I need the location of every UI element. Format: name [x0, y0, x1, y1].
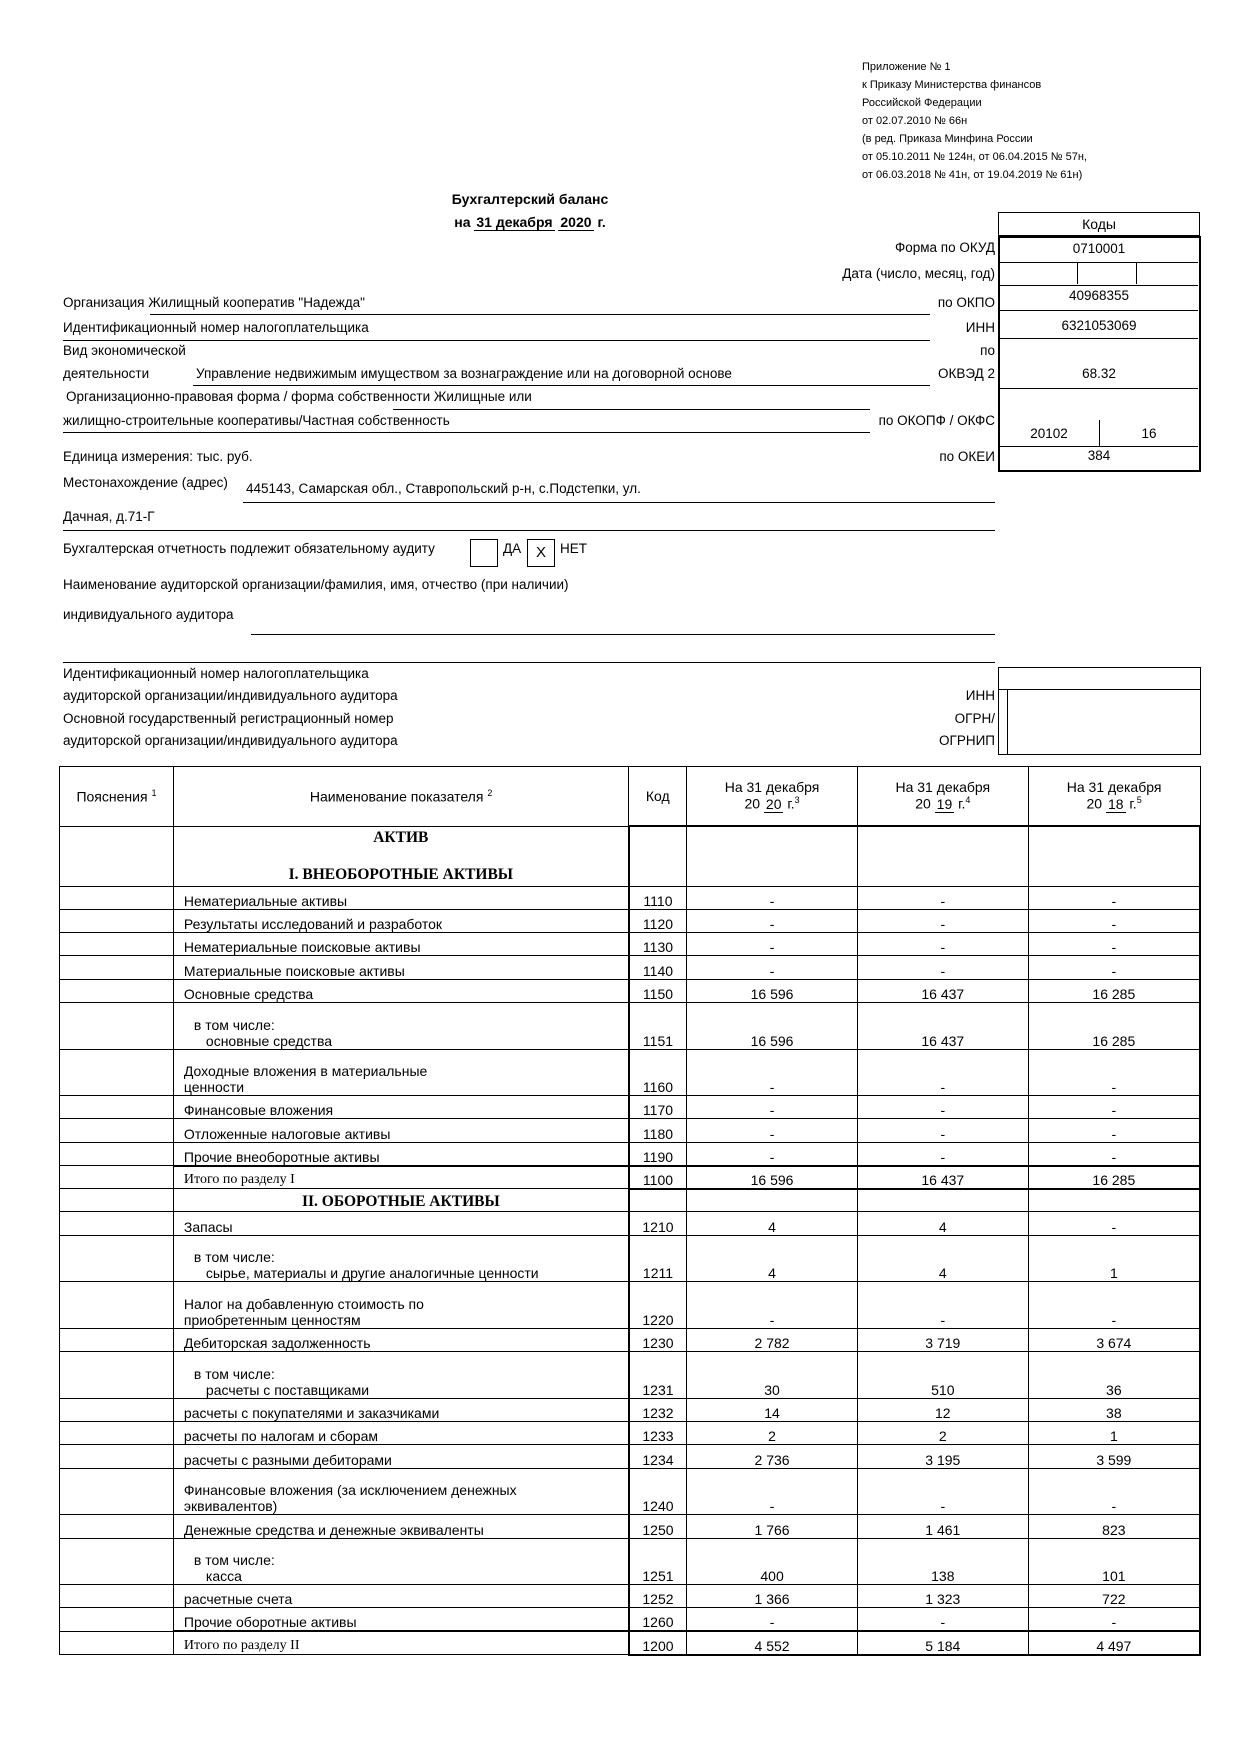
- row-code: 1234: [629, 1445, 687, 1468]
- activity-value: Управление недвижимым имуществом за вознаграждение или на договорной основе: [196, 366, 732, 381]
- row-code: 1231: [629, 1352, 687, 1399]
- okpo-value: 40968355: [1068, 288, 1130, 303]
- okud-value: 0710001: [1072, 241, 1126, 256]
- value-2018: 1: [1028, 1422, 1200, 1445]
- value-2018: -: [1028, 1282, 1200, 1329]
- value-2019: 510: [857, 1352, 1028, 1399]
- unit-label: Единица измерения: тыс. руб.: [63, 449, 253, 464]
- value-2019: -: [857, 1119, 1028, 1142]
- table-row: [60, 886, 1201, 909]
- inn-label: ИНН: [965, 320, 995, 335]
- table-row: [60, 1422, 1201, 1445]
- row-code: 1251: [629, 1538, 687, 1585]
- address-line1: 445143, Самарская обл., Ставропольский р-н, с.Подстепки, ул.: [246, 481, 641, 496]
- row-code: 1150: [629, 979, 687, 1002]
- value-2018: -: [1028, 1096, 1200, 1119]
- indicator-name: [173, 1002, 628, 1049]
- indicator-name: расчеты с разными дебиторами: [173, 1445, 628, 1468]
- audit-no-checkbox[interactable]: X: [527, 539, 555, 567]
- notes-cell: [60, 1282, 174, 1329]
- value-2019: -: [857, 1282, 1028, 1329]
- address-line2: Дачная, д.71-Г: [63, 509, 155, 524]
- row-code: 1130: [629, 933, 687, 956]
- value-2019: 5 184: [857, 1631, 1028, 1654]
- okei-label: по ОКЕИ: [939, 449, 995, 464]
- value-cell: [687, 826, 858, 886]
- notes-cell: [60, 1468, 174, 1515]
- value-2020: -: [687, 1608, 858, 1631]
- table-row: [60, 1142, 1201, 1165]
- okpo-label: по ОКПО: [937, 295, 995, 310]
- value-2019: -: [857, 886, 1028, 909]
- value-2019: 16 437: [857, 1166, 1028, 1189]
- value-2019: 3 195: [857, 1445, 1028, 1468]
- header-name: Наименование показателя $^2$: [173, 767, 628, 827]
- notes-cell: [60, 1002, 174, 1049]
- value-2019: 3 719: [857, 1328, 1028, 1351]
- table-row: [60, 956, 1201, 979]
- row-code: 1211: [629, 1235, 687, 1282]
- indicator-name: [173, 1538, 628, 1585]
- notes-cell: [60, 1235, 174, 1282]
- value-2018: -: [1028, 1608, 1200, 1631]
- value-2019: -: [857, 1096, 1028, 1119]
- table-row: [60, 1282, 1201, 1329]
- table-row: [60, 979, 1201, 1002]
- notes-cell: [60, 979, 174, 1002]
- okved-label-top: по: [980, 343, 995, 358]
- notes-cell: [60, 1585, 174, 1608]
- appendix-line: от 06.03.2018 № 41н, от 19.04.2019 № 61н): [862, 169, 1083, 181]
- row-code: 1260: [629, 1608, 687, 1631]
- aud-inn-label-1: Идентификационный номер налогоплательщика: [63, 666, 369, 681]
- indicator-name: Денежные средства и денежные эквиваленты: [173, 1515, 628, 1538]
- value-2020: 4: [687, 1235, 858, 1282]
- value-2019: -: [857, 933, 1028, 956]
- value-2019: 2: [857, 1422, 1028, 1445]
- indicator-name-line1: в том числе:: [193, 1552, 275, 1569]
- row-code: 1220: [629, 1282, 687, 1329]
- aud-inn-code: ИНН: [965, 688, 995, 703]
- okved-value: 68.32: [1082, 366, 1116, 381]
- value-2020: 2: [687, 1422, 858, 1445]
- header-notes: Пояснения $^1$: [60, 767, 174, 827]
- value-2020: 4 552: [687, 1631, 858, 1654]
- notes-cell: [60, 1515, 174, 1538]
- table-row: [60, 1538, 1201, 1585]
- notes-cell: [60, 1608, 174, 1631]
- value-cell: [1028, 826, 1200, 886]
- indicator-name: расчеты с покупателями и заказчиками: [173, 1398, 628, 1421]
- inn-field-label: Идентификационный номер налогоплательщика: [63, 320, 369, 335]
- notes-cell: [60, 1631, 174, 1654]
- address-label: Местонахождение (адрес): [63, 475, 228, 490]
- value-2020: 2 736: [687, 1445, 858, 1468]
- notes-cell: [60, 1398, 174, 1421]
- table-row: [60, 1328, 1201, 1351]
- indicator-name-line2: расчеты с поставщиками: [205, 1381, 370, 1398]
- value-2018: 101: [1028, 1538, 1200, 1585]
- row-code: 1240: [629, 1468, 687, 1515]
- notes-cell: [60, 826, 174, 886]
- value-2018: -: [1028, 1119, 1200, 1142]
- value-2018: 16 285: [1028, 1002, 1200, 1049]
- table-row: [60, 1631, 1201, 1654]
- appendix-line: Российской Федерации: [862, 97, 982, 109]
- row-code: 1160: [629, 1049, 687, 1096]
- indicator-name: Прочие оборотные активы: [173, 1608, 628, 1631]
- value-cell: [857, 826, 1028, 886]
- row-code: 1250: [629, 1515, 687, 1538]
- value-2020: 16 596: [687, 1166, 858, 1189]
- row-code: 1230: [629, 1328, 687, 1351]
- value-2018: 3 599: [1028, 1445, 1200, 1468]
- table-row: [60, 1002, 1201, 1049]
- value-2019: 138: [857, 1538, 1028, 1585]
- notes-cell: [60, 956, 174, 979]
- value-2018: 16 285: [1028, 1166, 1200, 1189]
- value-2018: -: [1028, 956, 1200, 979]
- value-2018: 36: [1028, 1352, 1200, 1399]
- notes-cell: [60, 933, 174, 956]
- value-2020: -: [687, 1142, 858, 1165]
- indicator-name: [173, 1468, 628, 1515]
- title-line2: [380, 211, 680, 234]
- row-code: 1252: [629, 1585, 687, 1608]
- indicator-name-line1: Финансовые вложения (за исключением денежных: [183, 1482, 517, 1499]
- value-2019: -: [857, 1608, 1028, 1631]
- section-row: [60, 826, 1201, 886]
- value-2020: 16 596: [687, 1002, 858, 1049]
- value-2020: -: [687, 1049, 858, 1096]
- value-cell: [1028, 1189, 1200, 1212]
- notes-cell: [60, 1445, 174, 1468]
- value-2019: 1 461: [857, 1515, 1028, 1538]
- indicator-name-line1: Налог на добавленную стоимость по: [183, 1295, 424, 1312]
- audit-yes-label: ДА: [503, 541, 522, 556]
- indicator-name: [173, 1235, 628, 1282]
- value-2019: -: [857, 1142, 1028, 1165]
- title-line1: Бухгалтерский баланс: [451, 191, 609, 207]
- value-2019: 1 323: [857, 1585, 1028, 1608]
- value-2019: 16 437: [857, 1002, 1028, 1049]
- value-cell: [629, 826, 687, 886]
- value-2020: -: [687, 956, 858, 979]
- header-col1: На 31 декабря 20 20 г.$^3$: [687, 767, 858, 827]
- okei-value: 384: [1087, 448, 1111, 463]
- appendix-line: Приложение № 1: [862, 61, 951, 73]
- header-col2: На 31 декабря 20 19 г.$^4$: [857, 767, 1028, 827]
- value-2020: 2 782: [687, 1328, 858, 1351]
- table-row: [60, 1468, 1201, 1515]
- table-row: [60, 933, 1201, 956]
- value-2020: -: [687, 933, 858, 956]
- value-2020: 14: [687, 1398, 858, 1421]
- table-row: [60, 1445, 1201, 1468]
- table-row: [60, 1398, 1201, 1421]
- activity-label-1: Вид экономической: [63, 343, 186, 358]
- row-code: 1200: [629, 1631, 687, 1654]
- table-row: [60, 1352, 1201, 1399]
- table-row: [60, 1235, 1201, 1282]
- audit-label: Бухгалтерская отчетность подлежит обязательному аудиту: [63, 541, 435, 556]
- org-name: Жилищный кооператив "Надежда": [148, 295, 365, 310]
- value-2019: -: [857, 909, 1028, 932]
- notes-cell: [60, 886, 174, 909]
- notes-cell: [60, 1212, 174, 1235]
- indicator-name: расчеты по налогам и сборам: [173, 1422, 628, 1445]
- indicator-name: Отложенные налоговые активы: [173, 1119, 628, 1142]
- value-2019: -: [857, 1049, 1028, 1096]
- opf-label: Организационно-правовая форма / форма собственности Жилищные или: [66, 389, 532, 404]
- row-code: 1180: [629, 1119, 687, 1142]
- header-code: Код: [629, 767, 687, 827]
- title-suffix: г.: [597, 214, 606, 230]
- value-2018: 16 285: [1028, 979, 1200, 1002]
- value-2018: 1: [1028, 1235, 1200, 1282]
- aktiv-title: АКТИВ: [373, 828, 429, 846]
- value-2020: 1 366: [687, 1585, 858, 1608]
- notes-cell: [60, 1538, 174, 1585]
- notes-cell: [60, 1049, 174, 1096]
- value-2019: -: [857, 1468, 1028, 1515]
- table-row: [60, 909, 1201, 932]
- notes-cell: [60, 1166, 174, 1189]
- appendix-line: (в ред. Приказа Минфина России: [862, 133, 1033, 145]
- row-code: 1170: [629, 1096, 687, 1119]
- notes-cell: [60, 1096, 174, 1119]
- indicator-name: Итого по разделу I: [173, 1166, 628, 1189]
- notes-cell: [60, 1189, 174, 1212]
- indicator-name: [173, 1049, 628, 1096]
- indicator-name: Нематериальные поисковые активы: [173, 933, 628, 956]
- okved-label: ОКВЭД 2: [937, 366, 995, 381]
- notes-cell: [60, 1119, 174, 1142]
- section2-title: II. ОБОРОТНЫЕ АКТИВЫ: [173, 1189, 628, 1212]
- value-2018: -: [1028, 1468, 1200, 1515]
- okud-label: Форма по ОКУД: [894, 240, 995, 255]
- value-2018: -: [1028, 1049, 1200, 1096]
- table-row: [60, 1212, 1201, 1235]
- value-2018: -: [1028, 933, 1200, 956]
- value-2018: -: [1028, 1142, 1200, 1165]
- header-col3: На 31 декабря 20 18 г.$^5$: [1028, 767, 1200, 827]
- auditor-codes-frame: [998, 667, 1201, 755]
- indicator-name-line2: касса: [205, 1568, 242, 1585]
- document-title: [380, 188, 680, 234]
- indicator-name: [173, 1282, 628, 1329]
- table-row: [60, 1049, 1201, 1096]
- table-row: [60, 1608, 1201, 1631]
- aud-ogrn-label-1: Основной государственный регистрационный номер: [63, 711, 394, 726]
- row-code: 1210: [629, 1212, 687, 1235]
- title-prefix: на: [454, 214, 471, 230]
- title-year: 2020: [560, 214, 592, 230]
- aud-inn-label-2: аудиторской организации/индивидуального аудитора: [63, 688, 398, 703]
- indicator-name: Результаты исследований и разработок: [173, 909, 628, 932]
- okopf-value: 20102: [1030, 426, 1068, 441]
- indicator-name-line1: в том числе:: [193, 1365, 275, 1382]
- value-2018: -: [1028, 1212, 1200, 1235]
- appendix-line: от 05.10.2011 № 124н, от 06.04.2015 № 57н,: [862, 151, 1087, 163]
- indicator-name: Нематериальные активы: [173, 886, 628, 909]
- indicator-name: Материальные поисковые активы: [173, 956, 628, 979]
- value-cell: [687, 1189, 858, 1212]
- aud-ogrn-code-2: ОГРНИП: [939, 733, 995, 748]
- balance-table: [59, 766, 1201, 1656]
- row-code: 1140: [629, 956, 687, 979]
- audit-no-label: НЕТ: [560, 541, 587, 556]
- indicator-name: Дебиторская задолженность: [173, 1328, 628, 1351]
- value-2020: 1 766: [687, 1515, 858, 1538]
- indicator-name-line2: сырье, материалы и другие аналогичные ценности: [205, 1265, 539, 1282]
- notes-cell: [60, 1328, 174, 1351]
- appendix-line: от 02.07.2010 № 66н: [862, 115, 968, 127]
- appendix-line: к Приказу Министерства финансов: [862, 79, 1042, 91]
- indicator-name: Итого по разделу II: [173, 1631, 628, 1654]
- indicator-name-line2: ценности: [183, 1079, 245, 1096]
- value-cell: [857, 1189, 1028, 1212]
- value-2020: 30: [687, 1352, 858, 1399]
- audit-yes-checkbox[interactable]: [470, 539, 498, 567]
- value-2018: -: [1028, 886, 1200, 909]
- value-2019: 12: [857, 1398, 1028, 1421]
- value-2018: 722: [1028, 1585, 1200, 1608]
- indicator-name-line2: приобретенным ценностям: [183, 1311, 361, 1328]
- indicator-name: [173, 1352, 628, 1399]
- auditor-label-1: Наименование аудиторской организации/фамилия, имя, отчество (при наличии): [63, 577, 569, 592]
- value-2019: 16 437: [857, 979, 1028, 1002]
- row-code: 1151: [629, 1002, 687, 1049]
- title-date: 31 декабря: [476, 214, 553, 230]
- auditor-label-2: индивидуального аудитора: [63, 607, 234, 622]
- inn-value: 6321053069: [1061, 318, 1137, 333]
- value-2020: -: [687, 909, 858, 932]
- indicator-name: Финансовые вложения: [173, 1096, 628, 1119]
- org-label: Организация Жилищный кооператив "Надежда": [63, 295, 365, 310]
- section1-title: I. ВНЕОБОРОТНЫЕ АКТИВЫ: [288, 865, 514, 883]
- row-code: 1232: [629, 1398, 687, 1421]
- value-cell: [629, 1189, 687, 1212]
- indicator-name: Основные средства: [173, 979, 628, 1002]
- table-row: [60, 1096, 1201, 1119]
- value-2020: -: [687, 1119, 858, 1142]
- notes-cell: [60, 909, 174, 932]
- aktiv-heading: [173, 826, 628, 886]
- section-row: [60, 1189, 1201, 1212]
- value-2020: -: [687, 886, 858, 909]
- value-2020: 16 596: [687, 979, 858, 1002]
- value-2020: -: [687, 1282, 858, 1329]
- table-row: [60, 1515, 1201, 1538]
- row-code: 1190: [629, 1142, 687, 1165]
- indicator-name-line1: Доходные вложения в материальные: [183, 1063, 428, 1080]
- activity-label-2: деятельности: [63, 366, 150, 381]
- row-code: 1110: [629, 886, 687, 909]
- indicator-name-line2: основные средства: [205, 1032, 333, 1049]
- value-2020: -: [687, 1096, 858, 1119]
- value-2018: 3 674: [1028, 1328, 1200, 1351]
- aud-ogrn-label-2: аудиторской организации/индивидуального аудитора: [63, 733, 398, 748]
- notes-cell: [60, 1422, 174, 1445]
- indicator-name-line1: в том числе:: [193, 1249, 275, 1266]
- value-2020: 4: [687, 1212, 858, 1235]
- value-2018: 38: [1028, 1398, 1200, 1421]
- indicator-name-line2: эквивалентов): [183, 1498, 278, 1515]
- notes-cell: [60, 1352, 174, 1399]
- value-2019: 4: [857, 1212, 1028, 1235]
- appendix-note: [862, 58, 1087, 184]
- value-2018: -: [1028, 909, 1200, 932]
- indicator-name: Прочие внеоборотные активы: [173, 1142, 628, 1165]
- row-code: 1100: [629, 1166, 687, 1189]
- date-label: Дата (число, месяц, год): [842, 266, 995, 281]
- opf-line2: жилищно-строительные кооперативы/Частная собственность: [63, 413, 450, 428]
- okfs-value: 16: [1141, 426, 1157, 441]
- indicator-name: Запасы: [173, 1212, 628, 1235]
- codes-header: Коды: [998, 212, 1200, 236]
- indicator-name: расчетные счета: [173, 1585, 628, 1608]
- okopf-label: по ОКОПФ / ОКФС: [878, 413, 995, 428]
- value-2020: 400: [687, 1538, 858, 1585]
- table-row: [60, 1585, 1201, 1608]
- table-header-row: [60, 767, 1201, 827]
- aud-ogrn-code-1: ОГРН/: [954, 711, 995, 726]
- row-code: 1233: [629, 1422, 687, 1445]
- value-2019: 4: [857, 1235, 1028, 1282]
- opf-line1: Жилищные или: [433, 389, 532, 404]
- value-2018: 823: [1028, 1515, 1200, 1538]
- value-2020: -: [687, 1468, 858, 1515]
- value-2019: -: [857, 956, 1028, 979]
- row-code: 1120: [629, 909, 687, 932]
- table-row: [60, 1119, 1201, 1142]
- table-row: [60, 1166, 1201, 1189]
- indicator-name-line1: в том числе:: [193, 1016, 275, 1033]
- notes-cell: [60, 1142, 174, 1165]
- value-2018: 4 497: [1028, 1631, 1200, 1654]
